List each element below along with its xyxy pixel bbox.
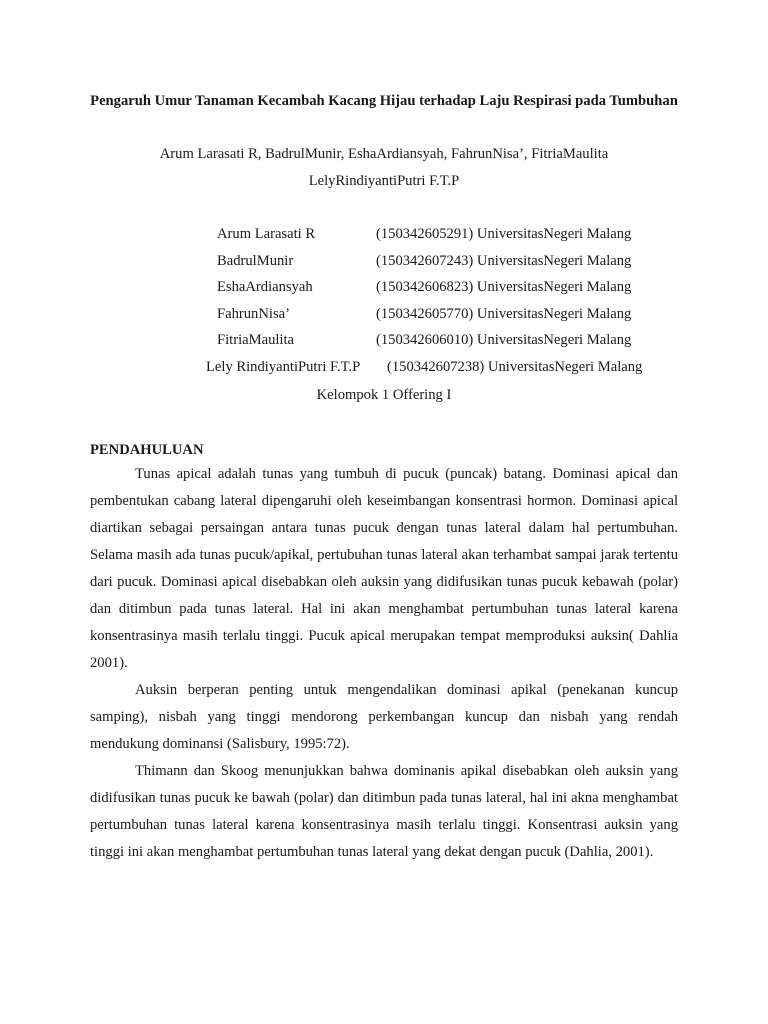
paragraph: Thimann dan Skoog menunjukkan bahwa dominanis apikal disebabkan oleh auksin yang didifusikan tunas pucuk ke bawah (polar) dan ditimbun pada tunas lateral, hal ini akna menghambat pertumbuhan tunas lateral karena konsentrasinya masih terlalu tinggi. Konsentrasi auksin yang tinggi ini akan menghambat pertumbuhan tunas lateral yang dekat dengan pucuk (Dahlia, 2001).: [90, 763, 678, 860]
group-label: Kelompok 1 Offering I: [316, 387, 452, 403]
author-line-1: Arum Larasati R, BadrulMunir, EshaArdiansyah, FahrunNisa’, FitriaMaulita: [159, 146, 609, 162]
author-list: [90, 141, 678, 195]
roster-row: [0, 301, 768, 328]
roster-name: FahrunNisa’: [217, 305, 290, 322]
roster-name: FitriaMaulita: [217, 332, 295, 348]
roster-name: Arum Larasati R: [217, 226, 316, 242]
roster-affiliation: (150342607243) UniversitasNegeri Malang: [376, 252, 632, 269]
roster-row: [0, 274, 768, 301]
roster-name: Lely RindiyantiPutri F.T.P: [206, 358, 361, 375]
author-roster: [0, 221, 768, 380]
roster-affiliation: (150342605291) UniversitasNegeri Malang: [376, 226, 632, 242]
section-body: [90, 461, 678, 866]
roster-row: [0, 327, 768, 354]
section-heading: PENDAHULUAN: [90, 442, 204, 458]
paragraph: Tunas apical adalah tunas yang tumbuh di pucuk (puncak) batang. Dominasi apical dan pembentukan cabang lateral dipengaruhi oleh keseimbangan konsentrasi hormon. Dominasi apical diartikan sebagai persaingan antara tunas pucuk dengan tunas lateral dalam hal pertumbuhan. Selama masih ada tunas pucuk/apikal, pertubuhan tunas lateral akan terhambat sampai jarak tertentu dari pucuk. Dominasi apical disebabkan oleh auksin yang didifusikan tunas pucuk kebawah (polar) dan ditimbun pada tunas lateral. Hal ini akan menghambat pertumbuhan tunas lateral karena konsentrasinya masih terlalu tinggi. Pucuk apical merupakan tempat memproduksi auksin( Dahlia 2001).: [90, 466, 678, 671]
paper-title: Pengaruh Umur Tanaman Kecambah Kacang Hijau terhadap Laju Respirasi pada Tumbuhan: [90, 93, 678, 109]
roster-name: BadrulMunir: [217, 252, 294, 269]
roster-row: [0, 221, 768, 248]
author-line-2: LelyRindiyantiPutri F.T.P: [308, 173, 460, 189]
paragraph: Auksin berperan penting untuk mengendalikan dominasi apikal (penekanan kuncup samping), nisbah yang tinggi mendorong perkembangan kuncup dan nisbah yang rendah mendukung dominansi (Salisbury, 1995:72).: [90, 682, 678, 752]
roster-affiliation: (150342607238) UniversitasNegeri Malang: [387, 358, 643, 375]
roster-name: EshaArdiansyah: [217, 279, 313, 295]
roster-affiliation: (150342606823) UniversitasNegeri Malang: [376, 279, 632, 295]
roster-row: [0, 248, 768, 275]
roster-affiliation: (150342606010) UniversitasNegeri Malang: [376, 332, 632, 348]
roster-affiliation: (150342605770) UniversitasNegeri Malang: [376, 305, 632, 322]
roster-row: [0, 354, 768, 381]
